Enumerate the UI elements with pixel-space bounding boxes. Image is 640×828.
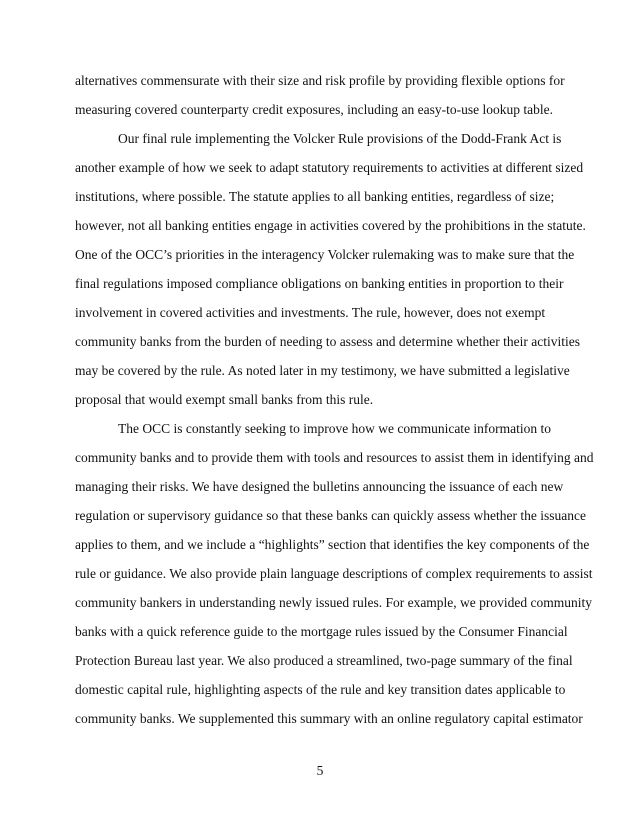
text-line: another example of how we seek to adapt statutory requirements to activities at different sized xyxy=(75,160,584,175)
text-line: Our final rule implementing the Volcker Rule provisions of the Dodd-Frank Act is xyxy=(118,131,562,146)
text-line: rule or guidance. We also provide plain language descriptions of complex requirements to assist xyxy=(75,566,593,581)
text-line: alternatives commensurate with their size and risk profile by providing flexible options for xyxy=(75,73,565,88)
text-line: community banks and to provide them with tools and resources to assist them in identifying and xyxy=(75,450,594,465)
text-line: regulation or supervisory guidance so that these banks can quickly assess whether the issuance xyxy=(75,508,586,523)
text-line: community bankers in understanding newly issued rules. For example, we provided community xyxy=(75,595,593,610)
text-line: proposal that would exempt small banks from this rule. xyxy=(75,392,374,407)
text-line: final regulations imposed compliance obligations on banking entities in proportion to their xyxy=(75,276,564,291)
text-line: banks with a quick reference guide to the mortgage rules issued by the Consumer Financial xyxy=(75,624,568,639)
text-line: institutions, where possible. The statute applies to all banking entities, regardless of size; xyxy=(75,189,555,204)
text-line: community banks from the burden of needing to assess and determine whether their activities xyxy=(75,334,580,349)
text-line: however, not all banking entities engage in activities covered by the prohibitions in the statute. xyxy=(75,218,586,233)
text-line: One of the OCC’s priorities in the interagency Volcker rulemaking was to make sure that the xyxy=(75,247,575,262)
text-line: involvement in covered activities and investments. The rule, however, does not exempt xyxy=(75,305,546,320)
text-line: measuring covered counterparty credit exposures, including an easy-to-use lookup table. xyxy=(75,102,553,117)
text-line: applies to them, and we include a “highlights” section that identifies the key components of the xyxy=(75,537,590,552)
page-number: 5 xyxy=(316,763,324,778)
text-line: may be covered by the rule. As noted later in my testimony, we have submitted a legislative xyxy=(75,363,570,378)
text-line: Protection Bureau last year. We also produced a streamlined, two-page summary of the final xyxy=(75,653,573,668)
text-line: managing their risks. We have designed the bulletins announcing the issuance of each new xyxy=(75,479,564,494)
text-line: domestic capital rule, highlighting aspects of the rule and key transition dates applicable to xyxy=(75,682,566,697)
text-line: community banks. We supplemented this summary with an online regulatory capital estimator xyxy=(75,711,583,726)
text-line: The OCC is constantly seeking to improve how we communicate information to xyxy=(118,421,552,436)
